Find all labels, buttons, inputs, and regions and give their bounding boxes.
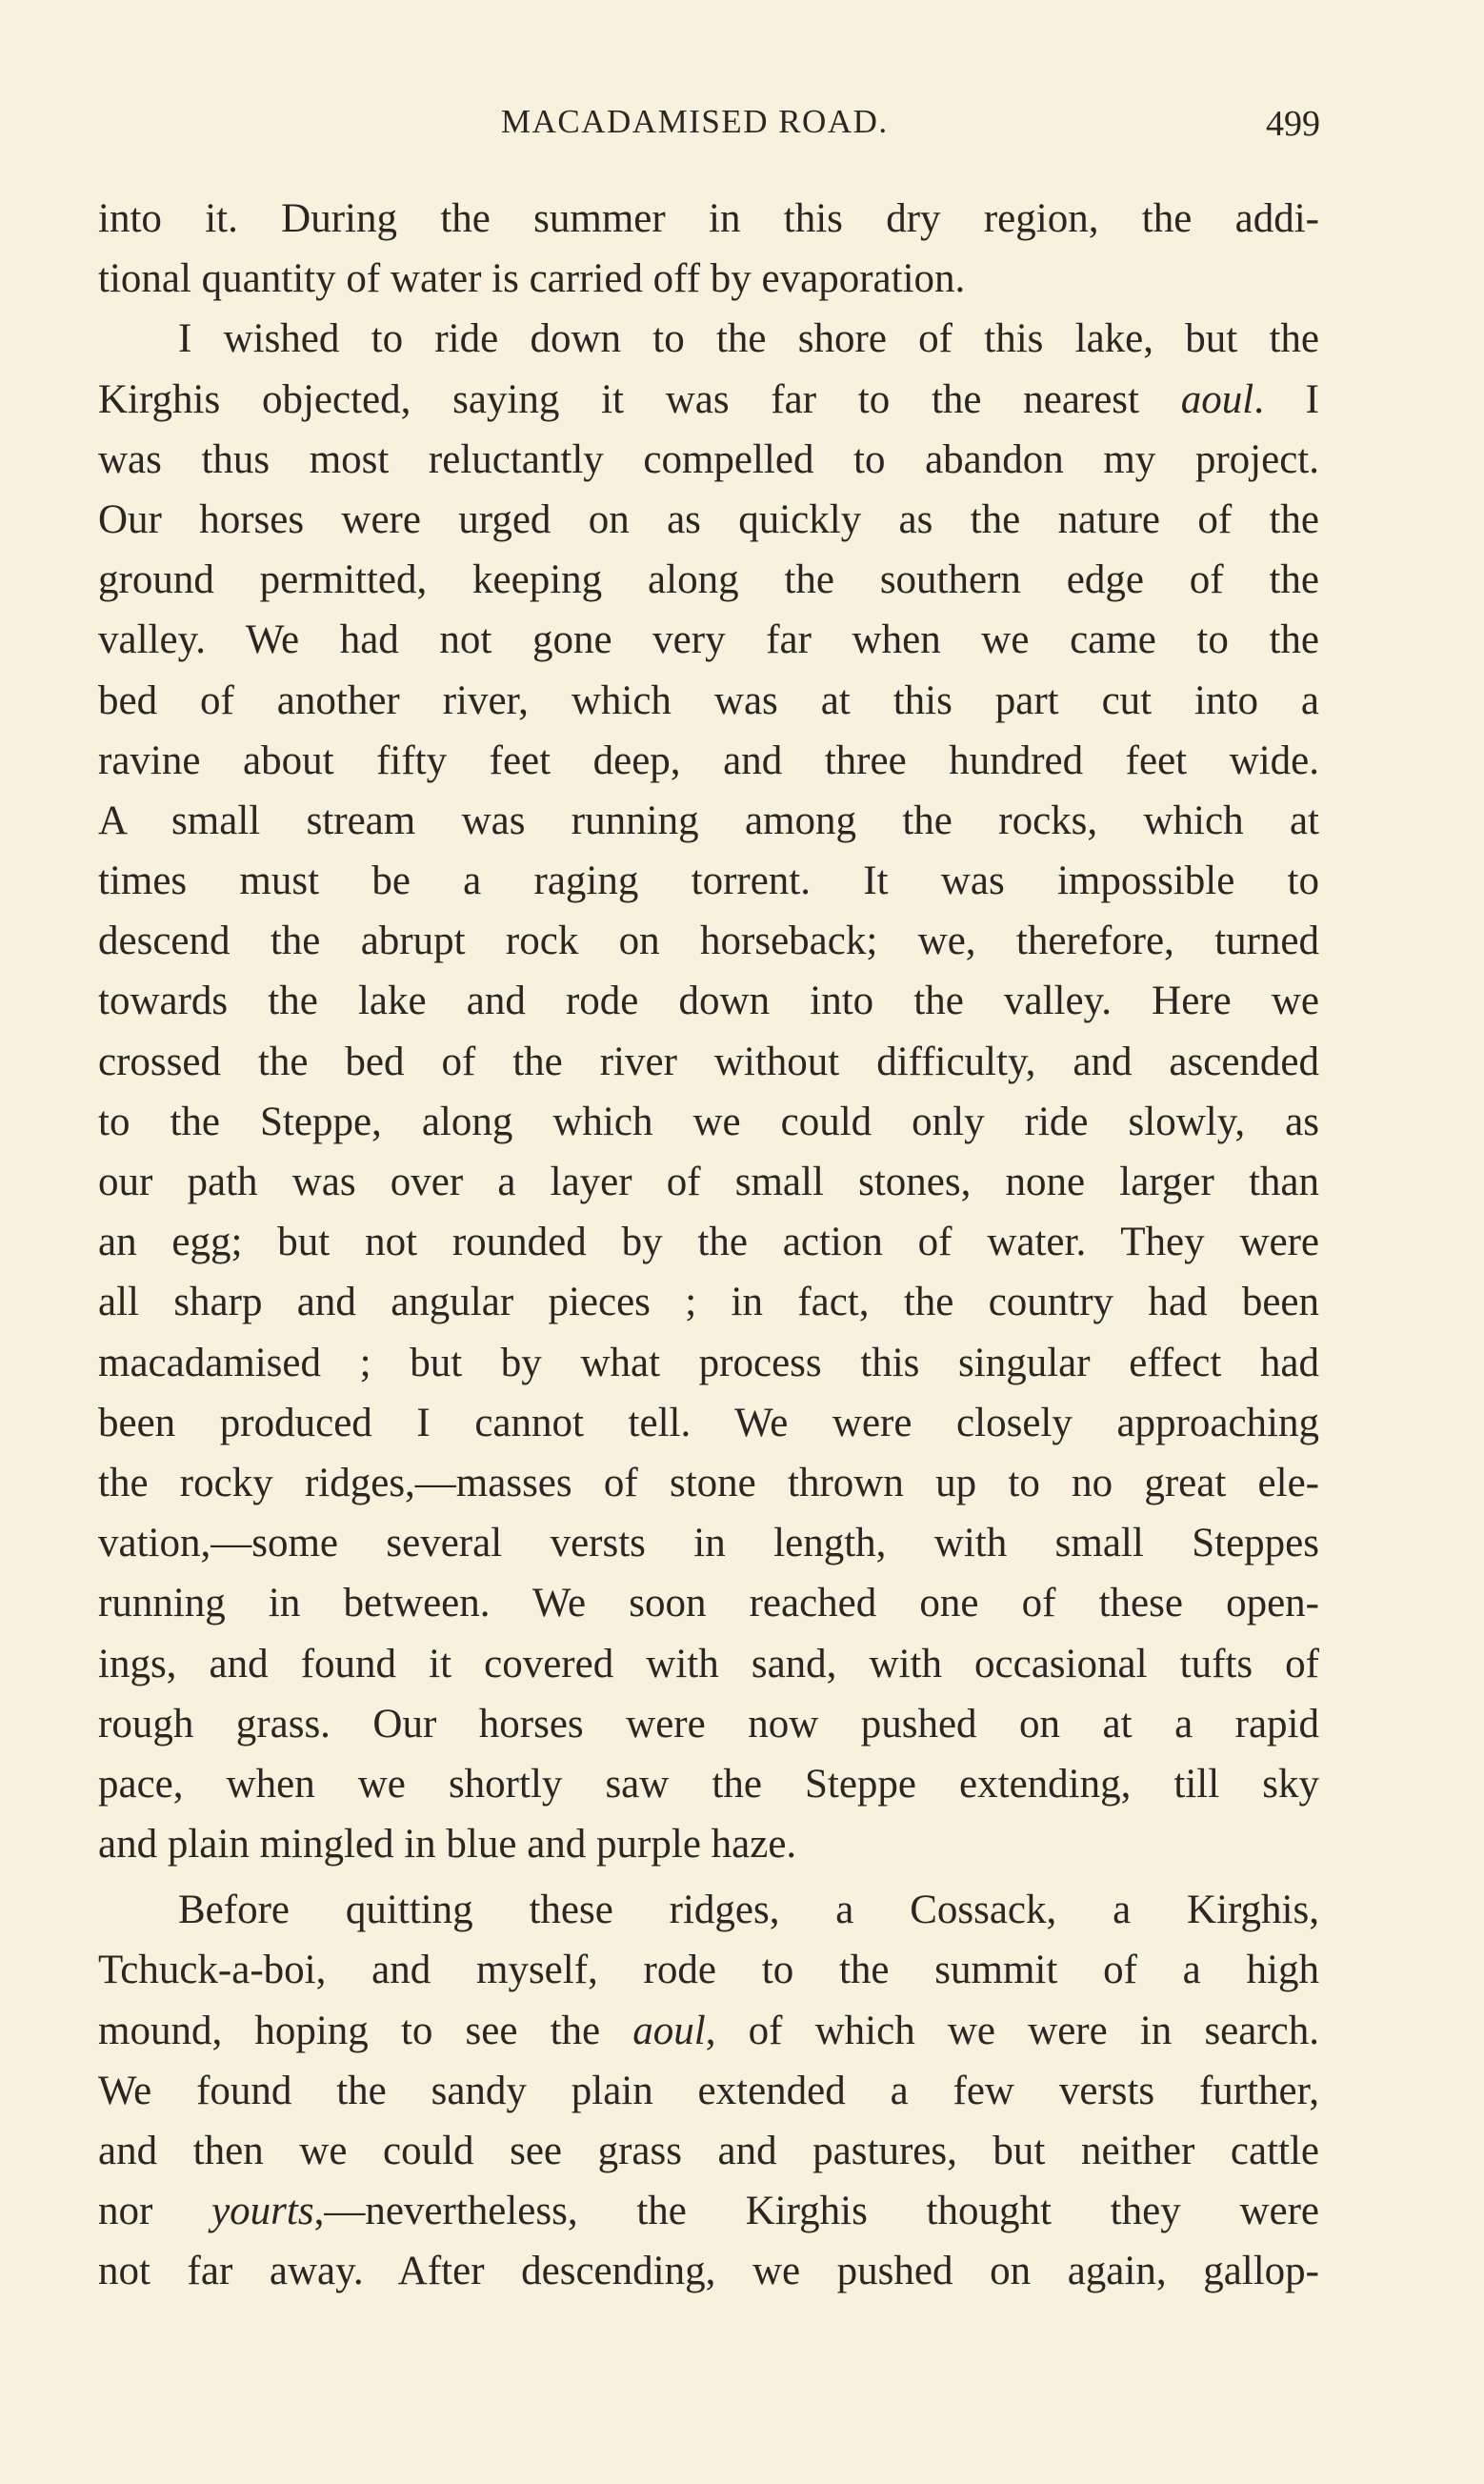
text-line: rough grass. Our horses were now pushed on at a rapid: [98, 1701, 1319, 1747]
text-line: all sharp and angular pieces ; in fact, the country had been: [98, 1280, 1319, 1325]
text-line: been produced I cannot tell. We were closely approaching: [98, 1400, 1319, 1445]
text-line: Tchuck-a-boi, and myself, rode to the summit of a high: [98, 1948, 1319, 1993]
text-line: was thus most reluctantly compelled to abandon my project.: [98, 436, 1319, 482]
text-line: to the Steppe, along which we could only ride slowly, as: [98, 1099, 1319, 1144]
text-line: running in between. We soon reached one of these open-: [98, 1581, 1319, 1626]
text-line: an egg; but not rounded by the action of water. They were: [98, 1220, 1319, 1265]
text-line: nor yourts,—nevertheless, the Kirghis thought they were: [98, 2189, 1319, 2234]
text-line: the rocky ridges,—masses of stone thrown up to no great ele-: [98, 1460, 1319, 1505]
text-line: macadamised ; but by what process this singular effect had: [98, 1340, 1319, 1385]
text-line: into it. During the summer in this dry region, the addi-: [98, 196, 1319, 241]
text-line: crossed the bed of the river without difficulty, and ascended: [98, 1039, 1319, 1084]
text-line: not far away. After descending, we pushed on again, gallop-: [98, 2249, 1319, 2294]
page-header: [0, 103, 1484, 151]
text-line: Our horses were urged on as quickly as the nature of the: [98, 496, 1319, 542]
text-line: I wished to ride down to the shore of this lake, but the: [178, 316, 1319, 362]
text-line: bed of another river, which was at this part cut into a: [98, 677, 1319, 723]
text-line: We found the sandy plain extended a few versts further,: [98, 2068, 1319, 2113]
text-line: ground permitted, keeping along the southern edge of the: [98, 557, 1319, 603]
text-line: A small stream was running among the rocks, which at: [98, 798, 1319, 843]
text-line: towards the lake and rode down into the valley. Here we: [98, 979, 1319, 1024]
text-line: times must be a raging torrent. It was impossible to: [98, 858, 1319, 904]
text-line: our path was over a layer of small stones, none larger than: [98, 1160, 1319, 1204]
text-line: mound, hoping to see the aoul, of which we were in search.: [98, 2008, 1320, 2053]
body-text: [98, 189, 1319, 2302]
running-head: MACADAMISED ROAD.: [501, 103, 889, 140]
text-line: Before quitting these ridges, a Cossack, a Kirghis,: [178, 1888, 1319, 1933]
text-line: ings, and found it covered with sand, with occasional tufts of: [98, 1641, 1319, 1686]
text-line: and then we could see grass and pastures, but neither cattle: [98, 2129, 1319, 2173]
page-number: 499: [1266, 104, 1320, 144]
text-line: Kirghis objected, saying it was far to the nearest aoul. I: [98, 376, 1319, 422]
text-line: tional quantity of water is carried off by evaporation.: [98, 256, 966, 302]
text-line: descend the abrupt rock on horseback; we, therefore, turned: [98, 919, 1319, 964]
text-line: ravine about fifty feet deep, and three hundred feet wide.: [98, 737, 1319, 783]
text-line: and plain mingled in blue and purple haze.: [98, 1822, 797, 1868]
text-line: vation,—some several versts in length, with small Steppes: [98, 1521, 1319, 1566]
text-line: pace, when we shortly saw the Steppe extending, till sky: [98, 1761, 1319, 1807]
text-line: valley. We had not gone very far when we came to the: [98, 617, 1319, 663]
